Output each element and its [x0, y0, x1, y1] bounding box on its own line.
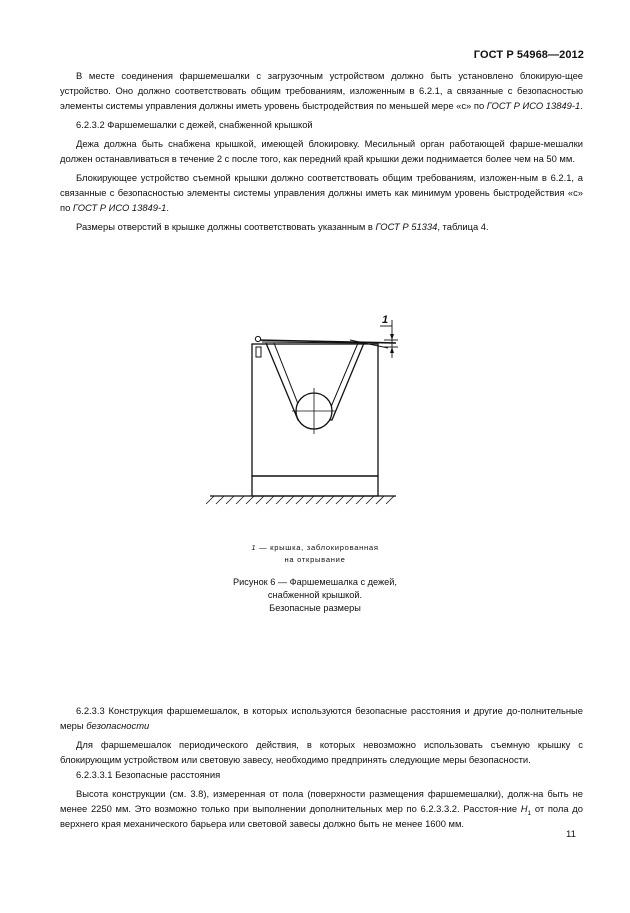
standard-reference: ГОСТ Р 51334	[375, 221, 438, 232]
standard-header: ГОСТ Р 54968—2012	[473, 49, 584, 61]
legend-line-2: на открывание	[284, 555, 346, 564]
lid-hinge	[255, 336, 260, 341]
caption-line-1: Рисунок 6 — Фаршемешалка с дежей,	[233, 577, 397, 587]
paragraph-batch-mixers: Для фаршемешалок периодического действия, в которых невозможно использовать съемную крышку с блокирующим устройством или световую завесу, необходимо предпринять следующие меры безопасности.	[60, 739, 583, 765]
text-run: Блокирующее устройство съемной крышки должно соответствовать общим требованиям, изложен-ным в 6.2.1, а связанные с безопасностью элементы системы управления должны иметь как минимум уровень быстродействия «с» по	[60, 172, 583, 213]
paragraph-opening-sizes	[60, 219, 583, 234]
text-run: В месте соединения фаршемешалки с загрузочным устройством должно быть установлено блокирую-щее устройство. Оно должно соответствовать общим требованиям, изложенным в 6.2.1, а связанные с безопасностью элементы системы управления должны иметь уровень быстродействия по меньшей мере «с» по	[60, 70, 583, 111]
text-run: .	[580, 100, 583, 111]
caption-line-3: Безопасные размеры	[269, 603, 361, 613]
section-heading-6-2-3-2: 6.2.3.2 Фаршемешалки с дежей, снабженной крышкой	[76, 119, 313, 130]
figure-caption	[215, 576, 415, 615]
variable-subscript: 1	[527, 809, 532, 817]
text-run: , таблица 4.	[437, 221, 489, 232]
variable-h: H	[520, 803, 528, 814]
top-text-block	[60, 68, 583, 234]
caption-line-2: снабженной крышкой.	[267, 590, 363, 600]
standard-reference: ГОСТ Р ИСО 13849-1	[72, 202, 167, 213]
legend-text: — крышка, заблокированная	[256, 543, 379, 552]
callout-label: 1	[382, 314, 389, 326]
legend-number: 1	[251, 543, 257, 552]
paragraph-bowl-lid: Дежа должна быть снабжена крышкой, имеющей блокировку. Месильный орган работающей фарше-мешалки должен останавливаться в течение 2 с после того, как передний край крышки дежи поднимается более чем на 50 мм.	[60, 138, 583, 164]
figure-legend	[210, 542, 420, 566]
machine-base	[252, 476, 378, 496]
interlock-switch	[256, 347, 261, 357]
text-run: от пола до верхнего края механического барьера или световой завесы должно быть не менее 1600 мм.	[60, 803, 583, 829]
page-number: 11	[566, 829, 576, 840]
paragraph-interlock-loading	[60, 68, 583, 113]
mixer-figure-drawing	[200, 310, 410, 520]
dimension-arrow-top	[390, 334, 394, 340]
dimension-arrow-bottom	[390, 347, 394, 353]
italic-text-run: безопасности	[86, 720, 150, 731]
section-heading-6-2-3-3-1: 6.2.3.3.1 Безопасные расстояния	[76, 769, 221, 780]
legend-line-1	[210, 542, 420, 554]
paragraph-lid-interlock	[60, 170, 583, 215]
text-run: .	[166, 202, 169, 213]
ground-hatching	[206, 496, 394, 504]
text-run: Размеры отверстий в крышке должны соответствовать указанным в	[76, 221, 376, 232]
paragraph-safe-distances	[60, 786, 583, 831]
bottom-text-block	[60, 703, 583, 831]
text-run: 6.2.3.3 Конструкция фаршемешалок, в которых используются безопасные расстояния и другие до-полнительные меры	[60, 705, 583, 731]
text-run: Высота конструкции (см. 3.8), измеренная от пола (поверхности размещения фаршемешалки), долж-на быть не менее 2250 мм. Это возможно только при выполнении дополнительных мер по 6.2.3.3.2. Расстоя-ние	[60, 788, 583, 814]
standard-reference: ГОСТ Р ИСО 13849-1	[486, 100, 581, 111]
section-heading-6-2-3-3	[60, 703, 583, 733]
